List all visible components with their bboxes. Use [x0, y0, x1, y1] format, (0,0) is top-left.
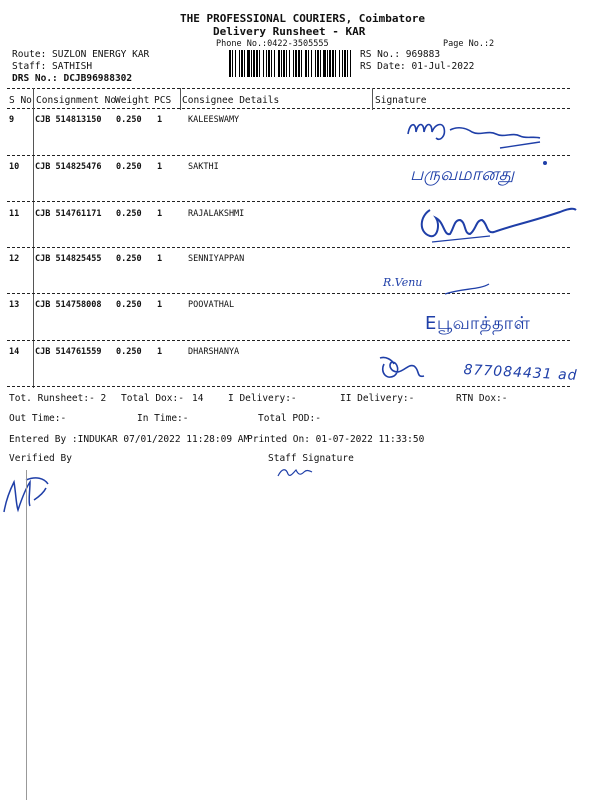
barcode-bar — [271, 50, 272, 77]
row-pcs: 1 — [157, 347, 163, 357]
row-rule — [7, 155, 570, 156]
barcode-bar — [295, 50, 297, 77]
row-consignee: DHARSHANYA — [188, 347, 240, 357]
barcode-bar — [311, 50, 312, 77]
row-weight: 0.250 — [116, 347, 142, 357]
ii-delivery: II Delivery:- — [340, 393, 415, 404]
row-pcs: 1 — [157, 209, 163, 219]
row-weight: 0.250 — [116, 254, 142, 264]
signature-row-9 — [400, 112, 550, 152]
row-sno: 14 — [9, 347, 20, 357]
i-delivery: I Delivery:- — [228, 393, 297, 404]
barcode-bar — [329, 50, 331, 77]
signature-row-14 — [376, 354, 446, 382]
column-divider — [33, 88, 34, 388]
barcode-bar — [251, 50, 252, 77]
row-sno: 10 — [9, 162, 20, 172]
row-consignment: CJB 514761559 — [35, 347, 102, 357]
row-weight: 0.250 — [116, 162, 142, 172]
row-consignee: SENNIYAPPAN — [188, 254, 245, 264]
barcode-bar — [289, 50, 290, 77]
phone-number: Phone No.:0422-3505555 — [216, 39, 329, 49]
row-consignee: KALEESWAMY — [188, 115, 240, 125]
signature-row-11 — [410, 202, 580, 246]
barcode-bar — [305, 50, 307, 77]
column-divider — [372, 88, 373, 110]
row-weight: 0.250 — [116, 209, 142, 219]
barcode-bar — [323, 50, 326, 77]
total-pod: Total POD:- — [258, 413, 321, 424]
row-weight: 0.250 — [116, 115, 142, 125]
row-consignee: SAKTHI — [188, 162, 219, 172]
signature-row-12 — [383, 276, 422, 289]
barcode-bar — [342, 50, 343, 77]
table-top-rule — [7, 88, 570, 89]
row-consignee: POOVATHAL — [188, 300, 235, 310]
barcode-bar — [339, 50, 340, 77]
barcode-bar — [256, 50, 258, 77]
barcode-bar — [247, 50, 250, 77]
barcode-bar — [278, 50, 280, 77]
runsheet-title: Delivery Runsheet - KAR — [213, 25, 366, 38]
row-pcs: 1 — [157, 115, 163, 125]
handwriting-row-13: Eபூவாத்தாள் — [425, 313, 531, 334]
barcode-bar — [266, 50, 267, 77]
row-rule — [7, 247, 570, 248]
handwriting-row-10: பருவமானது — [410, 164, 515, 185]
page-fold-line — [26, 470, 27, 800]
col-header-signature: Signature — [375, 95, 427, 106]
company-title: THE PROFESSIONAL COURIERS, Coimbatore — [180, 12, 426, 25]
barcode-bar — [320, 50, 321, 77]
barcode-bar — [283, 50, 285, 77]
barcode-bar — [301, 50, 302, 77]
row-consignment: CJB 514825455 — [35, 254, 102, 264]
barcode-bar — [235, 50, 236, 77]
table-header-rule — [7, 108, 570, 109]
row-sno: 9 — [9, 115, 15, 125]
barcode-bar — [293, 50, 294, 77]
row-consignment: CJB 514761171 — [35, 209, 102, 219]
barcode-bar — [232, 50, 233, 77]
barcode-bar — [281, 50, 282, 77]
barcode-bar — [344, 50, 346, 77]
printed-on: Printed On: 01-07-2022 11:33:50 — [247, 434, 425, 445]
handwriting-row-12: R.Venu — [383, 276, 423, 289]
col-header-pcs: PCS — [154, 95, 172, 106]
row-consignment: CJB 514825476 — [35, 162, 102, 172]
staff-signature-mark — [276, 462, 316, 482]
col-header-consignee: Consignee Details — [182, 95, 280, 106]
total-runsheet: Tot. Runsheet:- 2 — [9, 393, 107, 404]
row-consignee: RAJALAKSHMI — [188, 209, 245, 219]
barcode-bar — [274, 50, 275, 77]
barcode-bar — [244, 50, 245, 77]
barcode-bar — [259, 50, 260, 77]
barcode-bar — [327, 50, 328, 77]
row-pcs: 1 — [157, 162, 163, 172]
barcode-bar — [253, 50, 255, 77]
drs-number: DRS No.: DCJB96988302 — [12, 73, 133, 84]
route: Route: SUZLON ENERGY KAR — [12, 49, 150, 60]
column-divider — [180, 88, 181, 110]
verified-by: Verified By — [9, 453, 72, 464]
col-header-sno: S No — [9, 95, 32, 106]
barcode-bar — [263, 50, 264, 77]
signature-row-10 — [410, 158, 514, 187]
row-rule — [7, 340, 570, 341]
rs-number: RS No.: 969883 — [360, 49, 441, 60]
barcode-bar — [315, 50, 316, 77]
rs-date: RS Date: 01-Jul-2022 — [360, 61, 475, 72]
total-dox-label: Total Dox:- — [121, 393, 184, 404]
signature-row-13 — [425, 313, 530, 336]
row-sno: 12 — [9, 254, 20, 264]
table-bottom-rule — [7, 386, 570, 387]
staff-signature-label: Staff Signature — [268, 453, 354, 464]
in-time: In Time:- — [137, 413, 189, 424]
barcode-bar — [239, 50, 240, 77]
row-weight: 0.250 — [116, 300, 142, 310]
barcode-bar — [335, 50, 336, 77]
col-header-consignment: Consignment No — [36, 95, 117, 106]
staff: Staff: SATHISH — [12, 61, 93, 72]
out-time: Out Time:- — [9, 413, 67, 424]
col-header-weight: Weight — [115, 95, 150, 106]
barcode-bar — [350, 50, 351, 77]
barcode-bar — [286, 50, 287, 77]
row-pcs: 1 — [157, 300, 163, 310]
barcode-bar — [332, 50, 334, 77]
row-sno: 13 — [9, 300, 20, 310]
barcode-bar — [317, 50, 319, 77]
barcode-bar — [229, 50, 231, 77]
row-consignment: CJB 514813150 — [35, 115, 102, 125]
total-dox-value: 14 — [192, 393, 204, 404]
barcode-bar — [347, 50, 348, 77]
handwriting-phone-row-14: 877084431 ad — [463, 362, 578, 384]
barcode-bar — [268, 50, 270, 77]
page-number: Page No.:2 — [443, 39, 495, 49]
row-consignment: CJB 514758008 — [35, 300, 102, 310]
row-pcs: 1 — [157, 254, 163, 264]
barcode-bar — [241, 50, 243, 77]
entered-by: Entered By :INDUKAR 07/01/2022 11:28:09 AM — [9, 434, 250, 445]
barcode-bar — [308, 50, 309, 77]
rtn-dox: RTN Dox:- — [456, 393, 508, 404]
row-sno: 11 — [9, 209, 20, 219]
barcode — [229, 50, 351, 80]
barcode-bar — [298, 50, 300, 77]
